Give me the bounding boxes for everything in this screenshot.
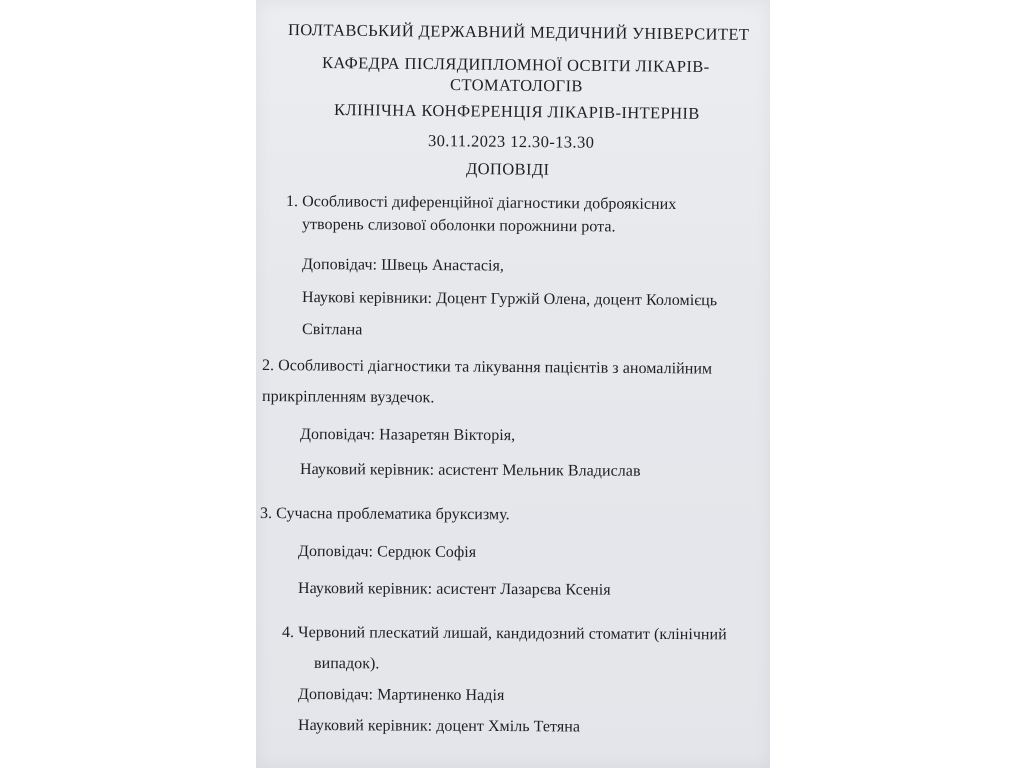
section-title: ДОПОВІДІ (465, 159, 550, 179)
conference-title: КЛІНІЧНА КОНФЕРЕНЦІЯ ЛІКАРІВ-ІНТЕРНІВ (333, 100, 700, 123)
department-name-line1: КАФЕДРА ПІСЛЯДИПЛОМНОЇ ОСВІТИ ЛІКАРІВ- (321, 53, 710, 77)
report-3-supervisor-line1: Науковий керівник: асистент Лазарєва Ксенія (297, 580, 611, 599)
report-2-title-line2: прикріпленням вуздечок. (261, 388, 435, 407)
document-sheet (256, 0, 770, 768)
report-4-title-line1: 4. Червоний плескатий лишай, кандидозний стоматит (клінічний (281, 624, 727, 644)
report-1-supervisor-line1: Наукові керівники: Доцент Гуржій Олена, доцент Коломієць (301, 289, 718, 310)
report-1-speaker: Доповідач: Швець Анастасія, (301, 256, 505, 275)
report-4-speaker: Доповідач: Мартиненко Надія (297, 686, 505, 705)
report-3-title-line1: 3. Сучасна проблематика бруксизму. (259, 505, 510, 524)
report-3-speaker: Доповідач: Сердюк Софія (297, 543, 477, 561)
report-4-title-line2: випадок). (313, 655, 380, 673)
report-2-title-line1: 2. Особливості діагностики та лікування пацієнтів з аномалійним (261, 357, 713, 378)
report-4-supervisor-line1: Науковий керівник: доцент Хміль Тетяна (297, 717, 581, 736)
department-name-line2: СТОМАТОЛОГІВ (449, 75, 583, 96)
report-1-title-line2: утворень слизової оболонки порожнини рота. (301, 216, 616, 236)
report-1-supervisor-line2: Світлана (301, 321, 363, 339)
report-2-speaker: Доповідач: Назаретян Вікторія, (299, 426, 516, 445)
conference-datetime: 30.11.2023 12.30-13.30 (427, 131, 595, 152)
report-1-title-line1: 1. Особливості диференційної діагностики доброякісних (285, 193, 677, 214)
report-2-supervisor-line1: Науковий керівник: асистент Мельник Владислав (299, 461, 641, 480)
university-name: ПОЛТАВСЬКИЙ ДЕРЖАВНИЙ МЕДИЧНИЙ УНІВЕРСИТЕТ (287, 20, 750, 44)
